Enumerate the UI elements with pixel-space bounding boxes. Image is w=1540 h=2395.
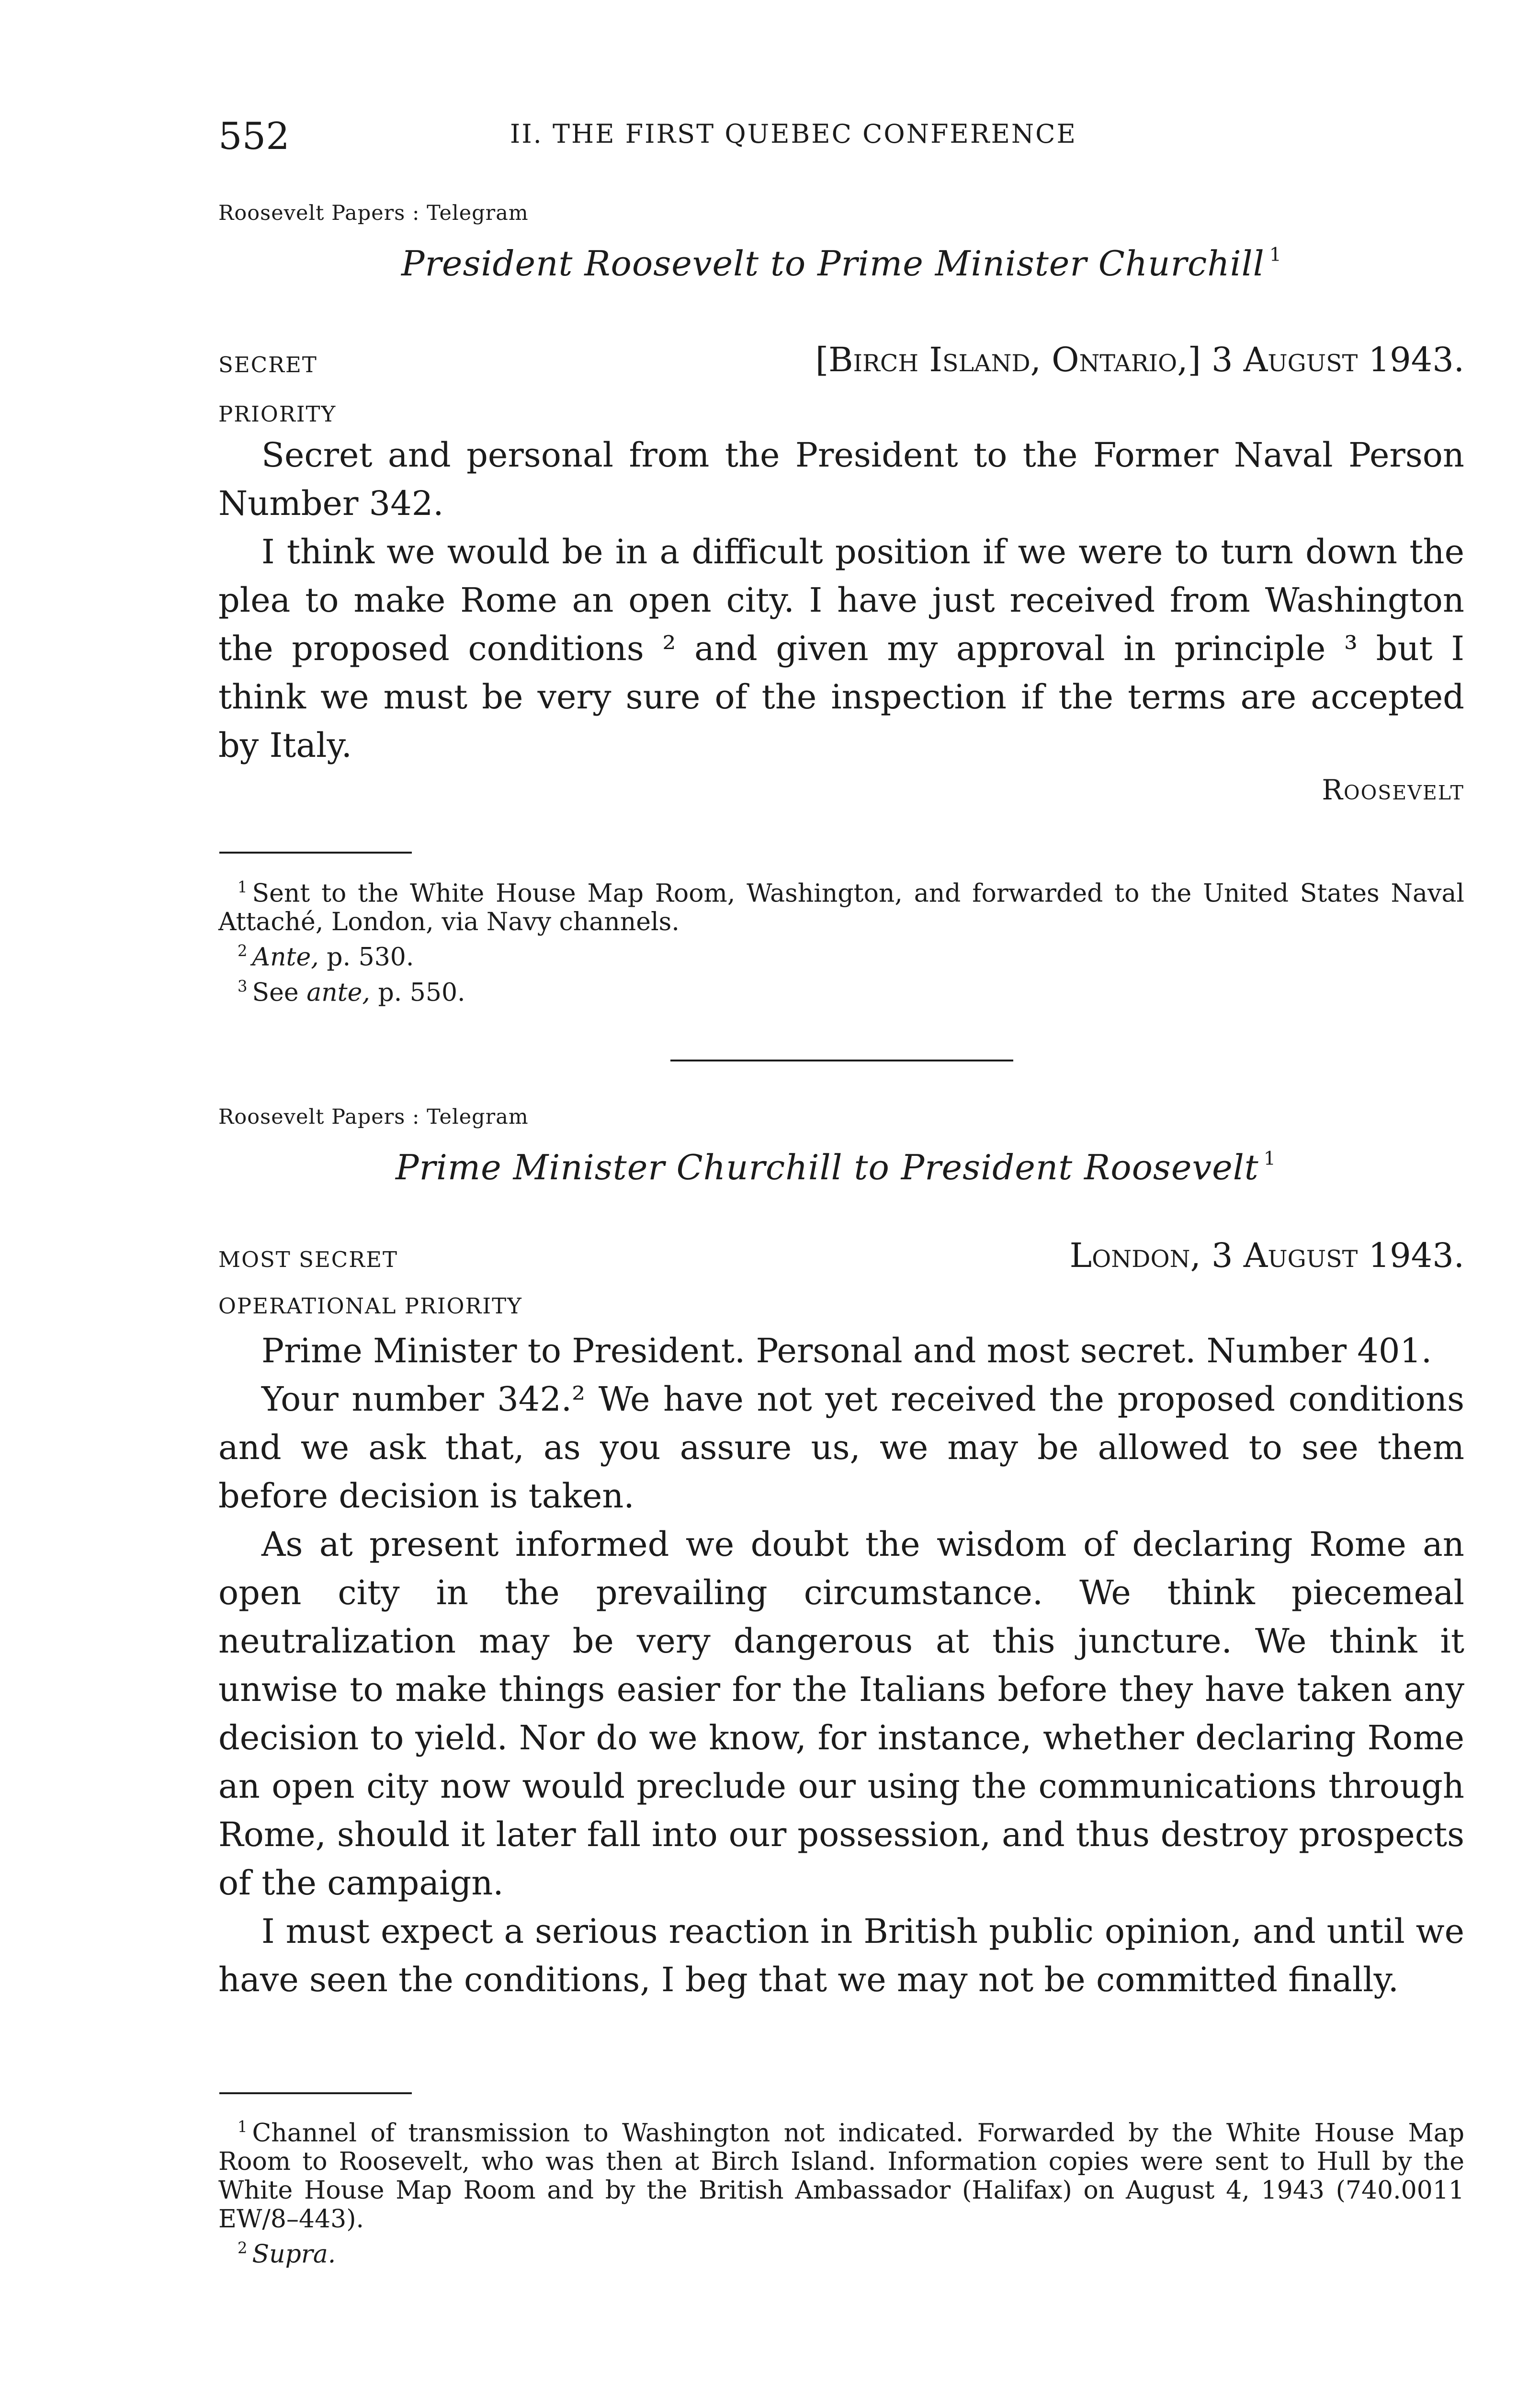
footnote-mark: 3: [238, 977, 248, 995]
doc2-dateline: London, 3 August 1943.: [1069, 1236, 1464, 1275]
doc1-title-text: President Roosevelt to Prime Minister Churchill: [401, 243, 1265, 284]
footnote-text: Channel of transmission to Washington not indicated. Forwarded by the White House Map Room to Roosevelt, who was then at Birch Island. Information copies were sent to Hull by the White House Map Room and by the British Ambassador (Halifax) on August 4, 1943 (740.0011 EW/8–443).: [218, 2119, 1464, 2234]
page-number: 552: [218, 115, 290, 158]
doc2-title-text: Prime Minister Churchill to President Roosevelt: [396, 1147, 1259, 1187]
doc2-paragraph: I must expect a serious reaction in British public opinion, and until we have seen the conditions, I beg that we may not be committed finally.: [218, 1912, 1464, 1999]
doc1-paragraph: I think we would be in a difficult position if we were to turn down the plea to make Rome an open city. I have just received from Washington the proposed conditions ² and given my approval in principle ³ but I think we must be very sure of the inspection if the terms are accepted by Italy.: [218, 532, 1464, 765]
doc1-dateline: [Birch Island, Ontario,] 3 August 1943.: [815, 340, 1464, 379]
doc2-source-line: Roosevelt Papers : Telegram: [218, 1105, 529, 1129]
footnote-italic: Supra.: [252, 2240, 336, 2269]
footnote-italic: ante,: [306, 978, 370, 1007]
footnote-text: Sent to the White House Map Room, Washington, and forwarded to the United States Naval Attaché, London, via Navy channels.: [218, 879, 1464, 937]
footnote-suffix: p. 550.: [370, 978, 465, 1007]
doc1-title-footnote-mark: 1: [1269, 244, 1282, 266]
doc2-paragraph: Prime Minister to President. Personal and most secret. Number 401.: [261, 1331, 1432, 1370]
section-divider: [670, 1060, 1013, 1061]
doc2-classification: MOST SECRET: [218, 1247, 398, 1272]
footnote-rule: [219, 852, 412, 854]
doc2-paragraph: Your number 342.² We have not yet received the proposed conditions and we ask that, as you assure us, we may be allowed to see them before decision is taken.: [218, 1380, 1464, 1516]
doc2-body: [218, 1327, 1464, 2004]
doc2-paragraph: As at present informed we doubt the wisdom of declaring Rome an open city in the prevailing circumstance. We think piecemeal neutralization may be very dangerous at this juncture. We think it unwise to make things easier for the Italians before they have taken any decision to yield. Nor do we know, for instance, whether declaring Rome an open city now would preclude our using the communications through Rome, should it later fall into our possession, and thus destroy prospects of the campaign.: [218, 1525, 1464, 1903]
footnote: [218, 2112, 1464, 2234]
doc1-signature: Roosevelt: [1322, 774, 1464, 806]
doc2-footnotes: [218, 2112, 1464, 2269]
footnote-mark: 1: [238, 878, 248, 896]
footnote-rule: [219, 2092, 412, 2094]
footnote-mark: 2: [238, 2239, 248, 2258]
footnote: [218, 873, 1464, 936]
doc2-title: [396, 1147, 1276, 1187]
footnote: [218, 972, 1464, 1007]
doc1-body: [218, 431, 1464, 770]
doc1-classification: SECRET: [218, 352, 317, 377]
doc1-source-line: Roosevelt Papers : Telegram: [218, 201, 529, 225]
doc1-paragraph: Secret and personal from the President to the Former Naval Person Number 342.: [218, 435, 1464, 523]
doc1-title: [401, 243, 1282, 284]
doc2-title-footnote-mark: 1: [1263, 1148, 1276, 1170]
doc1-priority: PRIORITY: [218, 401, 337, 427]
footnote: [218, 2234, 1464, 2269]
footnote: [218, 936, 1464, 971]
footnote-prefix: See: [252, 978, 307, 1007]
footnote-mark: 2: [238, 942, 248, 960]
doc2-priority: OPERATIONAL PRIORITY: [218, 1293, 522, 1319]
footnote-mark: 1: [238, 2118, 248, 2136]
footnote-suffix: p. 530.: [318, 943, 414, 972]
doc1-footnotes: [218, 873, 1464, 1007]
footnote-italic: Ante,: [252, 943, 319, 972]
running-head: II. THE FIRST QUEBEC CONFERENCE: [510, 119, 1077, 149]
